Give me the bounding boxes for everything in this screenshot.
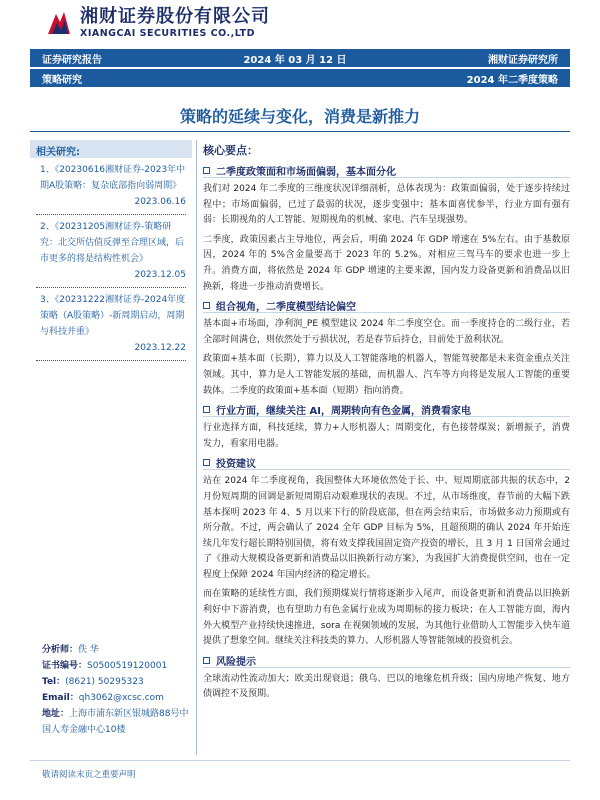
institute-name: 湘财证券研究所 xyxy=(487,54,558,66)
analyst-name: 佚 华 xyxy=(78,645,99,655)
related-research-heading: 相关研究: xyxy=(30,140,192,158)
section-heading xyxy=(203,403,570,417)
report-date: 2024 年 03 月 12 日 xyxy=(243,54,347,66)
related-research-title: 3、《20231222湘财证券-2024年度策略（A股策略）-新周期启动，周期与科技并重》 xyxy=(40,295,186,337)
related-research-sidebar xyxy=(30,140,192,700)
section-heading xyxy=(203,299,570,313)
related-research-title: 1、《20230616湘财证券-2023年中期A股策略：复杂底部指向弱周期》 xyxy=(40,165,186,191)
section-heading-text: 二季度政策面和市场面偏弱，基本面分化 xyxy=(216,167,396,178)
related-research-date: 2023.12.05 xyxy=(134,270,186,280)
section-paragraph: 而在策略的延续性方面，我们预期煤炭行情将逐渐步入尾声，而设备更新和消费品以旧换新利好中下游消费，也有望助力有色金属行业成为周期标的接力板块；在人工智能方面，海内外大模型产业持续快速推进，sora 在视频领域的发展，为其他行业借助人工智能步入快车道提供了想象空间。继续关注科技类的算力、人形机器人等智能领域的投资机会。 xyxy=(203,589,570,647)
related-research-date: 2023.06.16 xyxy=(134,197,186,207)
section-heading-text: 投资建议 xyxy=(216,459,256,471)
tel-number: (8621) 50295323 xyxy=(65,677,144,687)
section-paragraph: 政策面+基本面（长期），算力以及人工智能落地的机器人，智能驾驶都是未来资金重点关注领域。其中，算力是人工智能发展的基础，而机器人、汽车等方向将是发展人工智能的重要载体。二季度的政策面+基本面（短期）指向消费。 xyxy=(203,354,570,396)
header-bar-top xyxy=(30,49,570,67)
company-name-en: XIANGCAI SECURITIES CO.,LTD xyxy=(80,27,256,39)
footer-divider xyxy=(30,760,570,761)
logo-mark-icon xyxy=(44,8,74,38)
tel-label: Tel： xyxy=(42,677,66,687)
section-heading-text: 组合视角，二季度模型结论偏空 xyxy=(216,302,356,314)
related-research-date: 2023.12.22 xyxy=(134,343,186,353)
related-research-item[interactable] xyxy=(30,158,192,210)
section-heading xyxy=(203,654,570,668)
cert-label: 证书编号： xyxy=(42,661,88,671)
checkbox-square-icon xyxy=(203,406,210,413)
analyst-info xyxy=(42,642,192,738)
key-points-content xyxy=(203,142,570,703)
page-title: 策略的延续与变化，消费是新推力 xyxy=(179,107,420,126)
company-name-cn: 湘财证券股份有限公司 xyxy=(80,5,270,27)
report-series: 2024 年二季度策略 xyxy=(466,74,558,86)
section-paragraph: 基本面+市场面，净利润_PE 模型建议 2024 年二季度空仓。而一季度持仓的二级行业，若全部时间满仓，则依然处于亏损状况，若是春节后持仓，目前处于盈利状况。 xyxy=(203,319,570,345)
sidebar-divider xyxy=(36,360,186,361)
checkbox-square-icon xyxy=(203,657,210,664)
analyst-name-label: 分析师： xyxy=(42,645,79,655)
section-heading xyxy=(203,456,570,470)
related-research-title: 2、《20231205湘财证券-策略研究：北交所估值反弹至合理区域，后市更多的将是结构性机会》 xyxy=(40,222,185,264)
section-paragraph: 站在 2024 年二季度视角，我国整体大环境依然处于长、中、短周期底部共振的状态中，2 月份短周期的回调是新短周期启动艰难现状的表现。不过，从市场维度，春节前的大幅下跌基本探明 2023 年 4、5 月以来下行的阶段底部，但在两会结束后，市场做多动力预期或有所分散。不过，两会确认了 2024 全年 GDP 目标为 5%，且超预期的确认 2024 年开始连续几年发行超长期特别国债，将有效支撑我国固定资产投资的增长，且 3 月 1 日国常会通过了《推动大规模设备更新和消费品以旧换新行动方案》，为我国扩大消费提供空间，也在一定程度上保障 2024 年国内经济的稳定增长。 xyxy=(203,476,570,580)
section-heading-text: 行业方面，继续关注 AI，周期转向有色金属，消费看家电 xyxy=(216,406,471,418)
key-points-heading: 核心要点： xyxy=(203,144,258,157)
related-research-item[interactable] xyxy=(30,288,192,356)
company-logo xyxy=(44,6,270,40)
section-paragraph: 我们对 2024 年二季度的三维度状况详细剖析，总体表现为：政策面偏弱，处于逐步持续过程中；市场面偏弱，已过了最弱的状况，逐步变强中；基本面喜忧参半，行业方面有强有弱：长期视角的人工智能、短期视角的机械、家电、汽车呈现强势。 xyxy=(203,184,570,226)
header-bar-bottom xyxy=(30,69,570,87)
footer-disclaimer[interactable]: 敬请阅读末页之重要声明 xyxy=(42,770,136,780)
section-heading-text: 风险提示 xyxy=(216,656,256,668)
section-heading xyxy=(203,164,570,178)
address: 上海市浦东新区银城路88号中国人寿金融中心10楼 xyxy=(42,709,189,735)
related-research-item[interactable] xyxy=(30,215,192,283)
section-paragraph: 全球流动性流动加大；欧美出现衰退；俄乌、巴以的地缘危机升级；国内房地产恢复、地方债调控不及预期。 xyxy=(203,673,570,700)
email-address[interactable]: qh3062@xcsc.com xyxy=(78,693,164,703)
section-paragraph: 行业选择方面，科技延续，算力+人形机器人；周期变化，有色接替煤炭；新增振子，消费发力，看家用电器。 xyxy=(203,423,570,449)
column-divider xyxy=(196,140,197,755)
checkbox-square-icon xyxy=(203,167,210,174)
address-label: 地址： xyxy=(42,709,70,719)
checkbox-square-icon xyxy=(203,459,210,466)
checkbox-square-icon xyxy=(203,302,210,309)
cert-number: S0500519120001 xyxy=(87,661,168,671)
section-paragraph: 二季度，政策因素占主导地位，两会后，明确 2024 年 GDP 增速在 5%左右。由于基数原因，2024 年的 5%含金量要高于 2023 年的 5.2%。对相应三驾马车的要求也进一步上升。消费方面，将依然是 2024 年 GDP 增速的主要来源，国内发力设备更新和消费品以旧换新，将进一步推动消费增长。 xyxy=(203,234,570,292)
title-divider xyxy=(30,131,570,132)
email-label: Email： xyxy=(42,693,79,703)
report-type: 证券研究报告 xyxy=(42,54,102,66)
report-category: 策略研究 xyxy=(42,74,82,86)
